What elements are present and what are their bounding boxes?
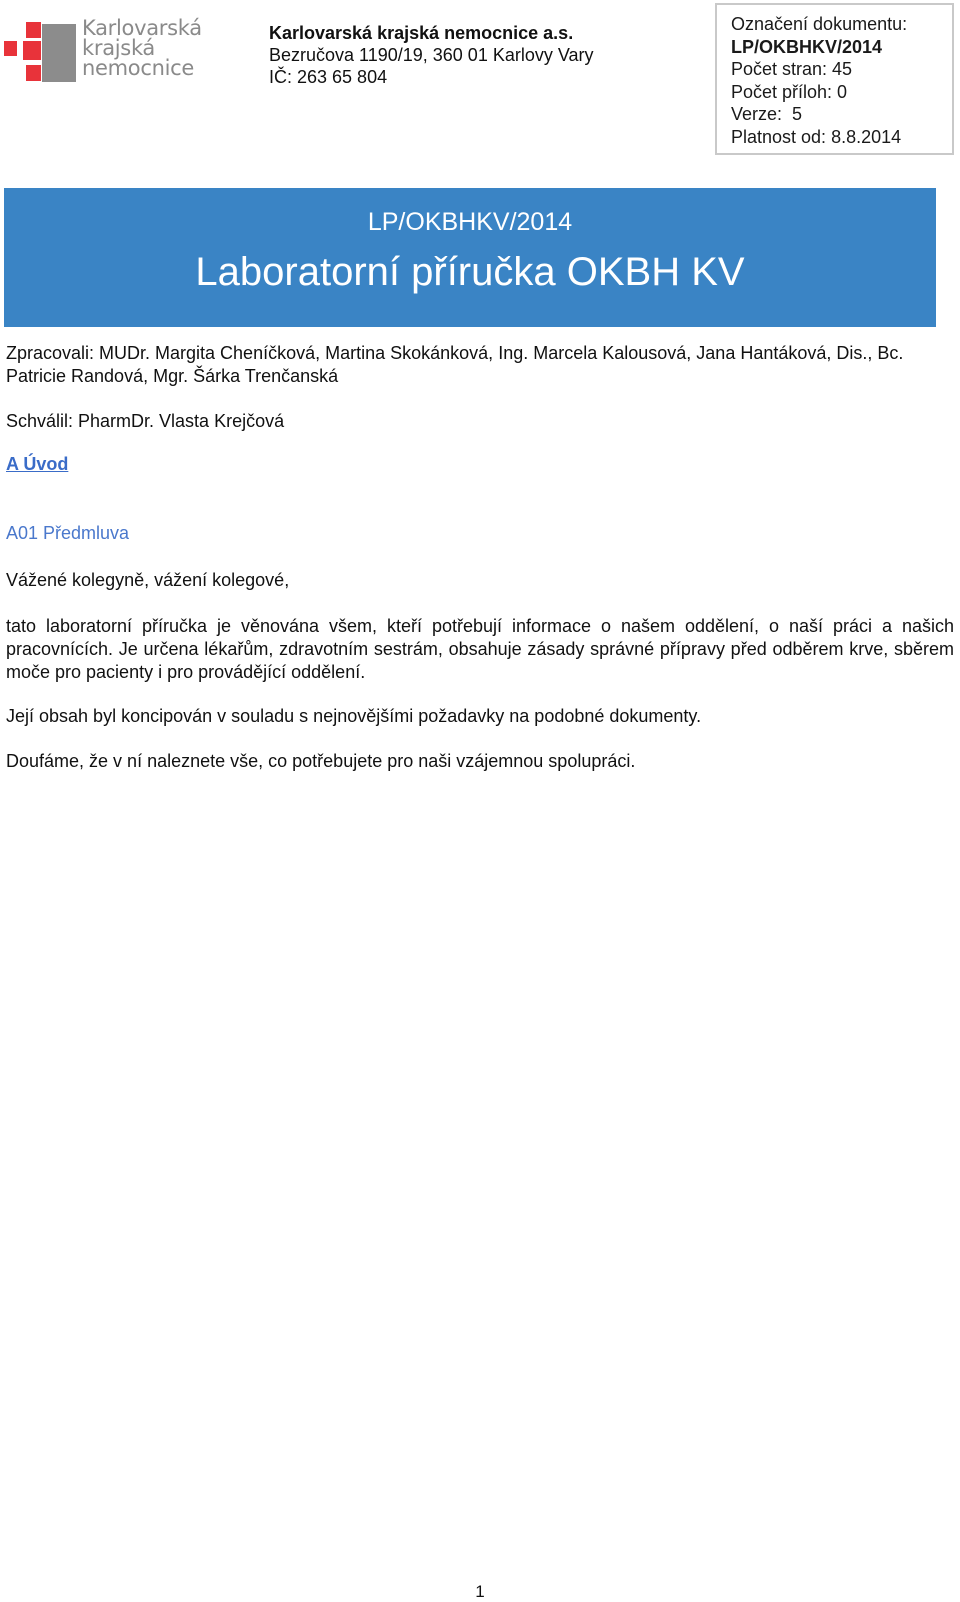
- authors: Zpracovali: MUDr. Margita Cheníčková, Martina Skokánková, Ing. Marcela Kalousová, Jana Hantáková, Dis., Bc. Patricie Randová, Mgr. Šárka Trenčanská: [6, 343, 904, 386]
- title-banner: [4, 188, 936, 327]
- document-title: Laboratorní příručka OKBH KV: [195, 250, 745, 294]
- cross-logo-icon: [4, 22, 76, 84]
- body-paragraph: Doufáme, že v ní naleznete vše, co potřebujete pro naši vzájemnou spolupráci.: [6, 751, 636, 771]
- page-number: 1: [475, 1582, 485, 1601]
- organization-address: Bezručova 1190/19, 360 01 Karlovy Vary: [269, 45, 594, 65]
- doc-valid-from: Platnost od: 8.8.2014: [731, 126, 902, 147]
- approved-by: Schválil: PharmDr. Vlasta Krejčová: [6, 411, 285, 431]
- subsection-heading: A01 Předmluva: [6, 523, 130, 543]
- organization-info: [269, 22, 594, 88]
- logo-wordmark: [82, 18, 202, 78]
- hospital-logo: [2, 18, 212, 88]
- body-paragraph: Její obsah byl koncipován v souladu s nejnovějšími požadavky na podobné dokumenty.: [6, 706, 702, 726]
- logo-line-1: Karlovarská: [82, 16, 202, 40]
- logo-line-3: nemocnice: [82, 56, 194, 80]
- doc-pages: Počet stran: 45: [731, 59, 853, 79]
- doc-code: LP/OKBHKV/2014: [731, 36, 883, 57]
- logo-line-2: krajská: [82, 36, 155, 60]
- organization-ico: IČ: 263 65 804: [269, 67, 388, 87]
- section-link-uvod[interactable]: A Úvod: [6, 454, 69, 474]
- organization-name: Karlovarská krajská nemocnice a.s.: [269, 23, 574, 43]
- document-info-box: [715, 3, 954, 155]
- doc-version: Verze: 5: [731, 104, 803, 124]
- body-paragraph: tato laboratorní příručka je věnována všem, kteří potřebují informace o našem oddělení, o naší práci a našich pracovnících. Je určena lékařům, zdravotním sestrám, obsahuje zásady správné přípravy před odběrem krve, sběrem moče pro pacienty i pro provádějící oddělení.: [6, 616, 954, 682]
- doc-label: Označení dokumentu:: [731, 14, 908, 34]
- greeting: Vážené kolegyně, vážení kolegové,: [6, 570, 290, 590]
- doc-attachments: Počet příloh: 0: [731, 81, 848, 102]
- banner-code: LP/OKBHKV/2014: [367, 208, 573, 236]
